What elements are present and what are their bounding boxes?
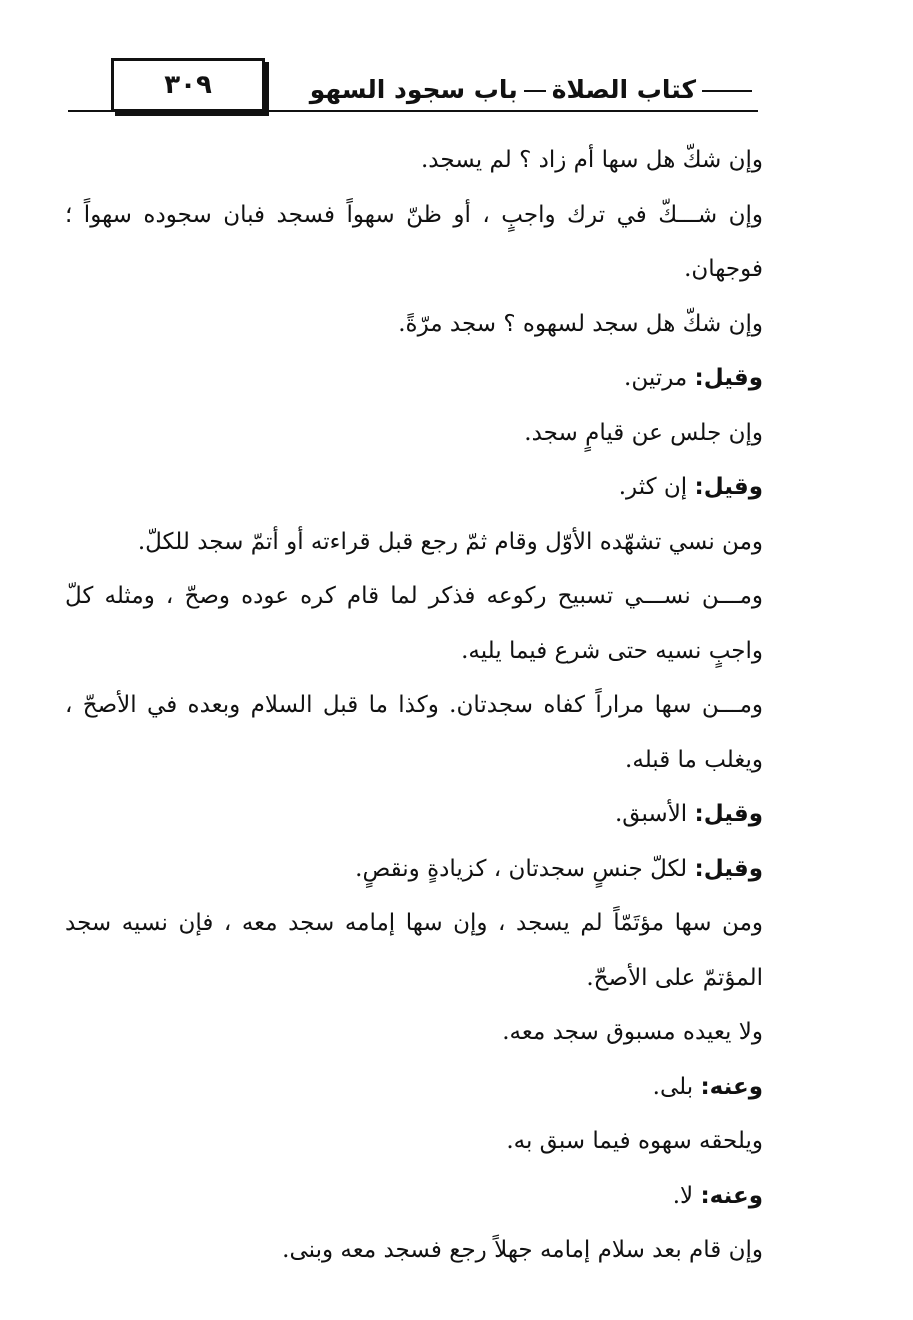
text-line: وقيل: مرتين. bbox=[624, 365, 763, 391]
text-line: ويلحقه سهوه فيما سبق به. bbox=[506, 1128, 763, 1154]
running-header bbox=[68, 58, 758, 118]
title-separator bbox=[524, 90, 546, 92]
text-line: وإن شكّ هل سها أم زاد ؟ لم يسجد. bbox=[420, 147, 763, 173]
text-line: وإن شـــكّ في ترك واجبٍ ، أو ظنّ سهواً فسجد فبان سجوده سهواً ؛ bbox=[65, 201, 763, 228]
chapter-title: باب سجود السهو bbox=[309, 75, 518, 104]
text-line: المؤتمّ على الأصحّ. bbox=[586, 964, 763, 991]
running-title bbox=[304, 70, 758, 110]
text-line: وإن قام بعد سلام إمامه جهلاً رجع فسجد معه وبنى. bbox=[282, 1237, 763, 1263]
text-line: وقيل: الأسبق. bbox=[614, 801, 763, 827]
text-line: ومن نسي تشهّده الأوّل وقام ثمّ رجع قبل قراءته أو أتمّ سجد للكلّ. bbox=[137, 528, 763, 555]
text-line: وقيل: إن كثر. bbox=[618, 474, 763, 500]
text-line: وإن شكّ هل سجد لسهوه ؟ سجد مرّةً. bbox=[398, 310, 763, 337]
book-title: كتاب الصلاة bbox=[551, 75, 696, 104]
text-line: ومـــن سها مراراً كفاه سجدتان. وكذا ما قبل السلام وبعده في الأصحّ ، bbox=[65, 692, 763, 718]
page-number: ٣٠٩ bbox=[111, 58, 265, 112]
text-line: وإن جلس عن قيامٍ سجد. bbox=[524, 419, 763, 446]
text-line: وعنه: لا. bbox=[672, 1182, 763, 1209]
title-dash bbox=[702, 90, 752, 92]
body-text bbox=[65, 133, 763, 1278]
text-line: فوجهان. bbox=[684, 256, 763, 282]
text-line: وقيل: لكلّ جنسٍ سجدتان ، كزيادةٍ ونقصٍ. bbox=[355, 855, 763, 882]
text-line: واجبٍ نسيه حتى شرع فيما يليه. bbox=[461, 637, 763, 664]
text-line: وعنه: بلى. bbox=[652, 1073, 763, 1100]
text-line: ومن سها مؤتَمّاً لم يسجد ، وإن سها إمامه سجد معه ، فإن نسيه سجد bbox=[65, 910, 763, 936]
text-line: ولا يعيده مسبوق سجد معه. bbox=[502, 1019, 763, 1045]
text-line: ويغلب ما قبله. bbox=[625, 746, 763, 773]
text-line: ومـــن نســـي تسبيح ركوعه فذكر لما قام كره عوده وصحّ ، ومثله كلّ bbox=[65, 583, 763, 609]
